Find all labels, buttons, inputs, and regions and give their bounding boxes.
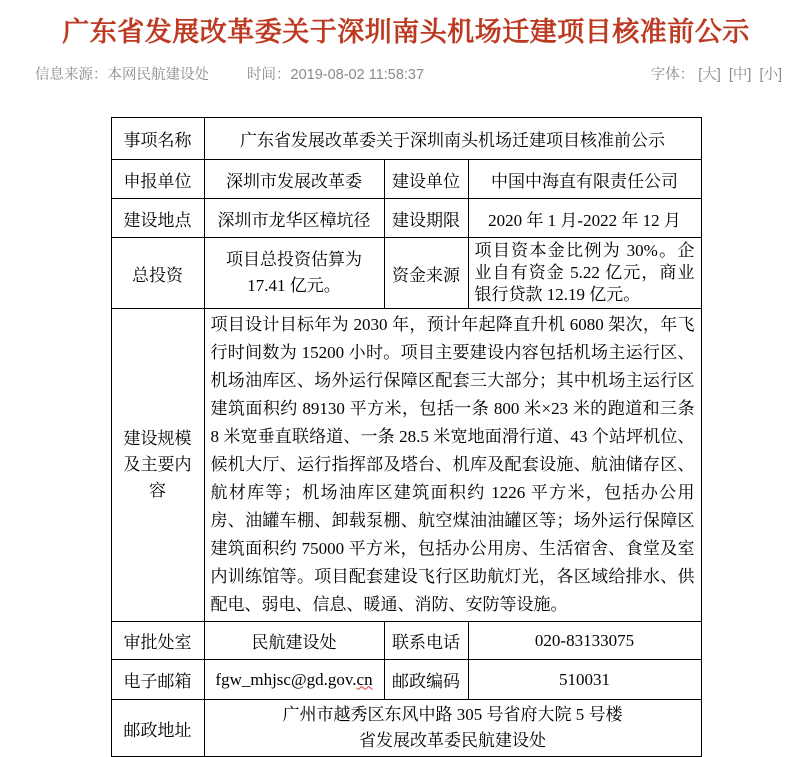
- investment-value-line2: 17.41 亿元。: [247, 276, 341, 295]
- time-label: 时间：: [247, 67, 291, 83]
- table-row-location-period: [111, 199, 701, 238]
- funding-value: 项目资本金比例为 30%。企业自有资金 5.22 亿元，商业银行贷款 12.19 亿元。: [468, 238, 701, 309]
- email-value: [204, 660, 384, 700]
- office-label: 审批处室: [111, 622, 204, 660]
- builder-label: 建设单位: [384, 160, 468, 199]
- table-row-email-postcode: [111, 660, 701, 700]
- investment-value-line1: 项目总投资估算为: [226, 250, 362, 269]
- scale-value: 项目设计目标年为 2030 年，预计年起降直升机 6080 架次，年飞行时间数为 15200 小时。项目主要建设内容包括机场主运行区、机场油库区、场外运行保障区配套三大部分；其中机场主运行区建筑面积约 89130 平方米，包括一条 800 米×23 米的跑道和三条 8 米宽垂直联络道、一条 28.5 米宽地面滑行道、43 个站坪机位、候机大厅、运行指挥部及塔台、机库及配套设施、航油储存区、航材库等；机场油库区建筑面积约 1226 平方米，包括办公用房、油罐车棚、卸载泵棚、航空煤油油罐区等；场外运行保障区建筑面积约 75000 平方米，包括办公用房、生活宿舍、食堂及室内训练馆等。项目配套建设飞行区助航灯光，各区域给排水、供配电、弱电、信息、暖通、消防、安防等设施。: [204, 309, 701, 622]
- period-label: 建设期限: [384, 199, 468, 238]
- period-value: 2020 年 1 月-2022 年 12 月: [468, 199, 701, 238]
- font-size-label: 字体：: [650, 67, 695, 83]
- address-value: [204, 700, 701, 757]
- time-value: 2019-08-02 11:58:37: [290, 67, 425, 83]
- builder-value: 中国中海直有限责任公司: [468, 160, 701, 199]
- email-value-tail: cn: [356, 669, 373, 689]
- font-size-small-button[interactable]: [小]: [759, 67, 782, 83]
- postcode-label: 邮政编码: [384, 660, 468, 700]
- font-size-switcher: [651, 65, 782, 85]
- table-row-address: [111, 700, 701, 757]
- meta-source: [35, 65, 209, 85]
- postcode-value: 510031: [468, 660, 701, 700]
- phone-label: 联系电话: [384, 622, 468, 660]
- source-label: 信息来源：: [35, 67, 108, 83]
- source-value: 本网民航建设处: [107, 67, 209, 83]
- scale-label: 建设规模及主要内容: [111, 309, 204, 622]
- location-label: 建设地点: [111, 199, 204, 238]
- investment-label: 总投资: [111, 238, 204, 309]
- table-row-scale: [111, 309, 701, 622]
- table-row-investment-funding: [111, 238, 701, 309]
- table-row-item-name: [111, 118, 701, 160]
- meta-time: [247, 65, 424, 85]
- investment-value: [204, 238, 384, 309]
- table-row-office-phone: [111, 622, 701, 660]
- applicant-label: 申报单位: [111, 160, 204, 199]
- table-row-units: [111, 160, 701, 199]
- funding-label: 资金来源: [384, 238, 468, 309]
- page-title: 广东省发展改革委关于深圳南头机场迁建项目核准前公示: [62, 17, 750, 47]
- email-value-main: fgw_mhjsc@gd.gov.: [215, 669, 357, 689]
- font-size-large-button[interactable]: [大]: [698, 67, 721, 83]
- item-name-value: 广东省发展改革委关于深圳南头机场迁建项目核准前公示: [204, 118, 701, 160]
- phone-value: 020-83133075: [468, 622, 701, 660]
- address-label: 邮政地址: [111, 700, 204, 757]
- font-size-medium-button[interactable]: [中]: [728, 67, 752, 83]
- address-value-line1: 广州市越秀区东风中路 305 号省府大院 5 号楼: [282, 705, 623, 724]
- address-value-line2: 省发展改革委民航建设处: [359, 731, 546, 750]
- applicant-value: 深圳市发展改革委: [204, 160, 384, 199]
- meta-bar: [0, 65, 812, 85]
- office-value: 民航建设处: [204, 622, 384, 660]
- item-name-label: 事项名称: [111, 118, 204, 160]
- location-value: 深圳市龙华区樟坑径: [204, 199, 384, 238]
- email-label: 电子邮箱: [111, 660, 204, 700]
- notice-table: [111, 117, 702, 757]
